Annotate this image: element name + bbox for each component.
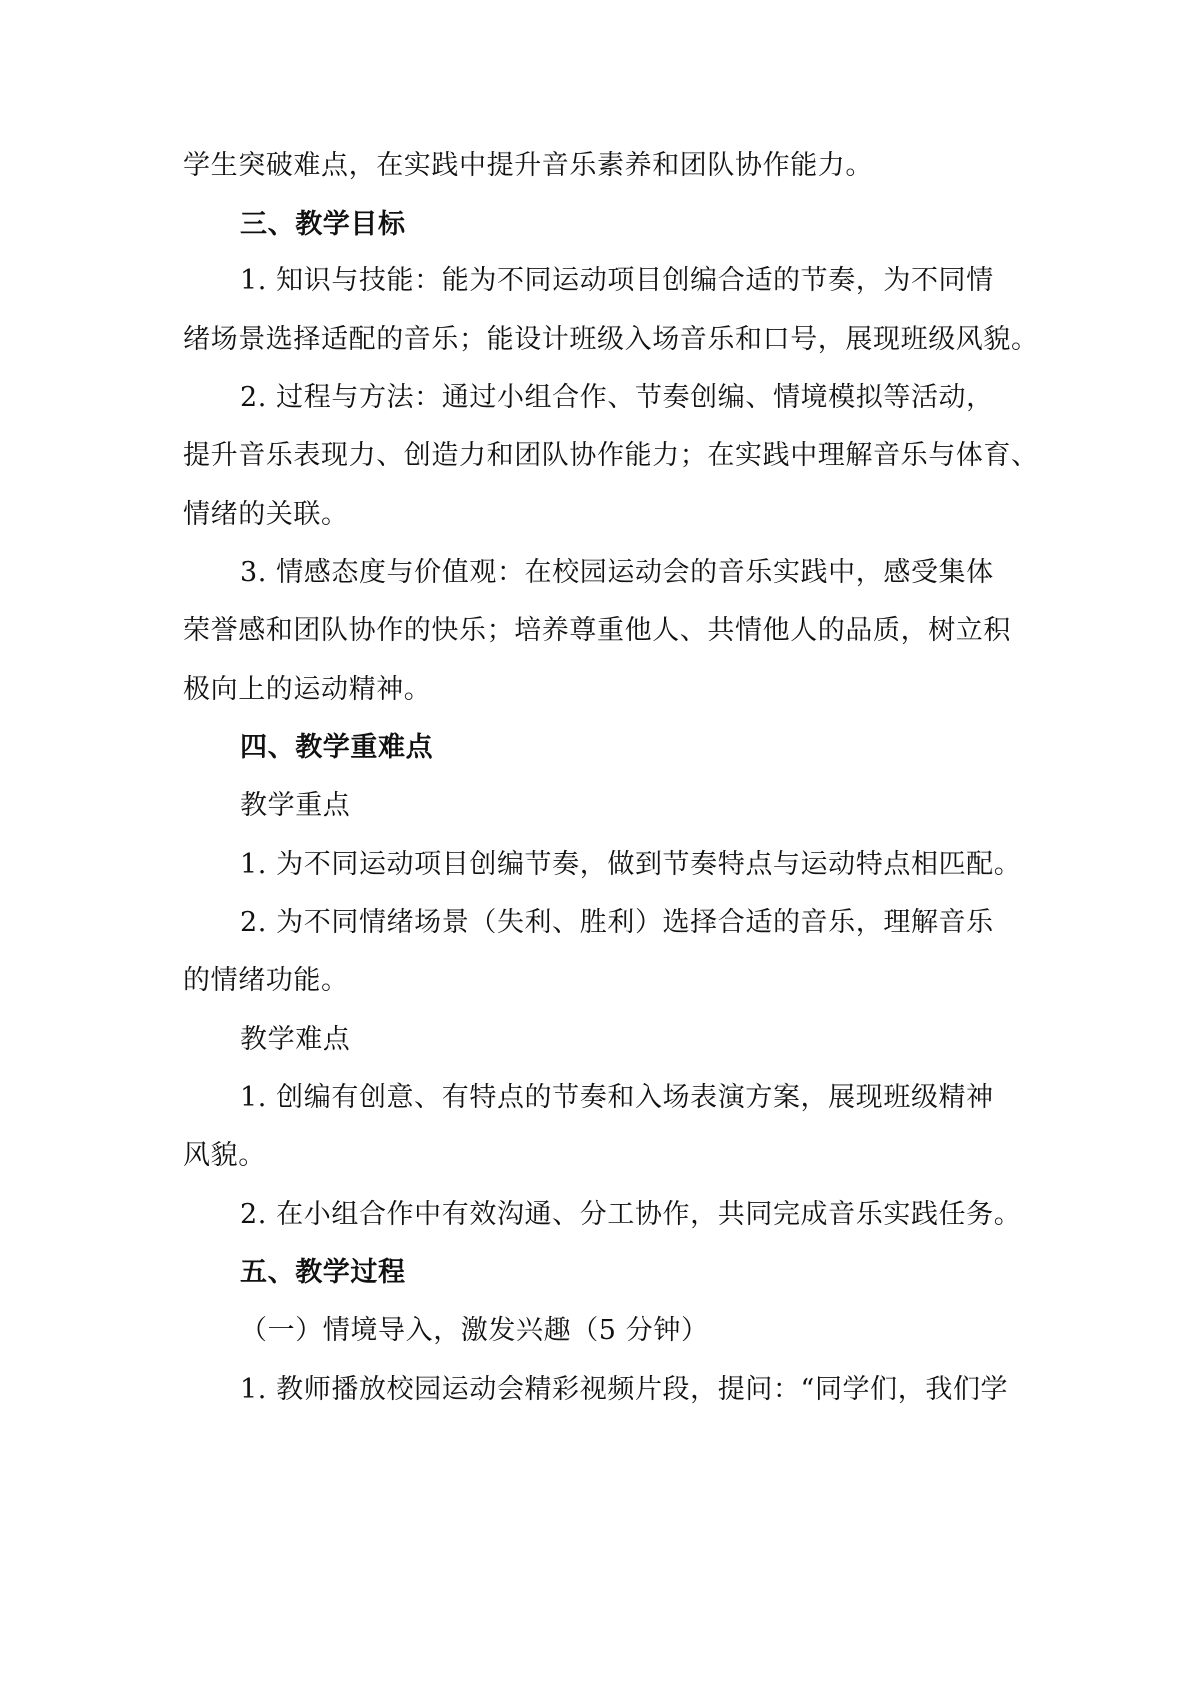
objective-2-line-2: 提升音乐表现力、创造力和团队协作能力；在实践中理解音乐与体育、 bbox=[183, 440, 1039, 471]
difficult-point-2: 2. 在小组合作中有效沟通、分工协作，共同完成音乐实践任务。 bbox=[240, 1199, 1022, 1230]
objective-3-line-2: 荣誉感和团队协作的快乐；培养尊重他人、共情他人的品质，树立积 bbox=[183, 615, 1011, 646]
difficult-points-title: 教学难点 bbox=[240, 1024, 351, 1055]
difficult-point-1-line-2: 风貌。 bbox=[183, 1140, 266, 1171]
section-heading-process: 五、教学过程 bbox=[240, 1257, 406, 1288]
key-points-title: 教学重点 bbox=[240, 790, 351, 821]
key-point-2-line-2: 的情绪功能。 bbox=[183, 965, 349, 996]
objective-2-line-3: 情绪的关联。 bbox=[183, 499, 349, 530]
key-point-1: 1. 为不同运动项目创编节奏，做到节奏特点与运动特点相匹配。 bbox=[240, 849, 1022, 880]
objective-3-line-3: 极向上的运动精神。 bbox=[183, 674, 432, 705]
paragraph-line: 学生突破难点，在实践中提升音乐素养和团队协作能力。 bbox=[183, 150, 873, 181]
objective-1-line-1: 1. 知识与技能：能为不同运动项目创编合适的节奏，为不同情 bbox=[240, 265, 994, 296]
objective-2-line-1: 2. 过程与方法：通过小组合作、节奏创编、情境模拟等活动， bbox=[240, 382, 994, 413]
objective-1-line-2: 绪场景选择适配的音乐；能设计班级入场音乐和口号，展现班级风貌。 bbox=[183, 324, 1039, 355]
difficult-point-1-line-1: 1. 创编有创意、有特点的节奏和入场表演方案，展现班级精神 bbox=[240, 1082, 994, 1113]
section-heading-key-points: 四、教学重难点 bbox=[240, 732, 434, 763]
section-heading-objectives: 三、教学目标 bbox=[240, 209, 406, 240]
objective-3-line-1: 3. 情感态度与价值观：在校园运动会的音乐实践中，感受集体 bbox=[240, 557, 994, 588]
key-point-2-line-1: 2. 为不同情绪场景（失利、胜利）选择合适的音乐，理解音乐 bbox=[240, 907, 994, 938]
subsection-heading: （一）情境导入，激发兴趣（5 分钟） bbox=[240, 1315, 709, 1346]
process-step-1: 1. 教师播放校园运动会精彩视频片段，提问：“同学们，我们学 bbox=[240, 1374, 1009, 1405]
